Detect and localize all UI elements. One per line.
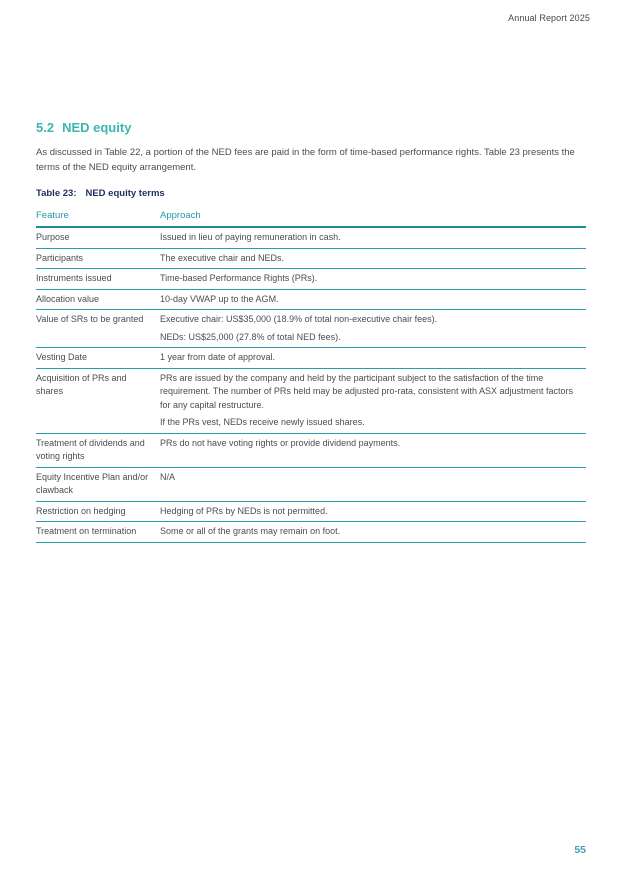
approach-cell	[160, 310, 586, 348]
approach-paragraph: Issued in lieu of paying remuneration in cash.	[160, 232, 341, 242]
feature-cell: Equity Incentive Plan and/or clawback	[36, 467, 160, 501]
table-caption-number: Table 23:	[36, 188, 77, 199]
table-row	[36, 522, 586, 543]
column-header-feature: Feature	[36, 208, 160, 227]
feature-cell: Treatment of dividends and voting rights	[36, 433, 160, 467]
table-row	[36, 248, 586, 269]
approach-paragraph: The executive chair and NEDs.	[160, 252, 285, 263]
feature-cell: Purpose	[36, 227, 160, 248]
table-row	[36, 289, 586, 310]
page-content	[36, 120, 586, 543]
feature-cell: Allocation value	[36, 289, 160, 310]
approach-cell	[160, 501, 586, 522]
section-number: 5.2	[36, 120, 55, 135]
feature-cell: Participants	[36, 248, 160, 269]
approach-cell	[160, 522, 586, 543]
approach-cell	[160, 368, 586, 433]
approach-paragraph: Hedging of PRs by NEDs is not permitted.	[160, 505, 328, 516]
approach-cell	[160, 269, 586, 290]
table-row	[36, 433, 586, 467]
feature-cell: Restriction on hedging	[36, 501, 160, 522]
feature-cell: Vesting Date	[36, 348, 160, 369]
approach-paragraph: NEDs: US$25,000 (27.8% of total NED fees).	[160, 331, 341, 342]
approach-paragraph: PRs are issued by the company and held by the participant subject to the satisfaction of the time requirement. The number of PRs held may be adjusted pro-rata, consistent with ASX adjustment factors for any capital restructure.	[160, 372, 574, 410]
table-header-row	[36, 208, 586, 227]
table-caption-title: NED equity terms	[85, 188, 165, 199]
page-footer	[574, 844, 586, 856]
page-number: 55	[574, 844, 586, 856]
feature-cell: Treatment on termination	[36, 522, 160, 543]
table-row	[36, 501, 586, 522]
intro-paragraph: As discussed in Table 22, a portion of the NED fees are paid in the form of time-based performance rights. Table 23 presents the terms of the NED equity arrangement.	[36, 147, 575, 173]
approach-cell	[160, 433, 586, 467]
table-row	[36, 348, 586, 369]
table-caption	[36, 188, 586, 199]
approach-paragraph: PRs do not have voting rights or provide dividend payments.	[160, 437, 401, 448]
approach-paragraph: If the PRs vest, NEDs receive newly issued shares.	[160, 417, 365, 427]
approach-paragraph: N/A	[160, 471, 176, 482]
table-row	[36, 269, 586, 290]
report-title: Annual Report 2025	[508, 13, 590, 23]
feature-cell: Instruments issued	[36, 269, 160, 290]
approach-paragraph: Time-based Performance Rights (PRs).	[160, 273, 318, 283]
approach-cell	[160, 248, 586, 269]
approach-paragraph: 10-day VWAP up to the AGM.	[160, 293, 279, 304]
page-header	[508, 13, 590, 23]
approach-paragraph: 1 year from date of approval.	[160, 352, 276, 362]
approach-cell	[160, 289, 586, 310]
feature-cell: Value of SRs to be granted	[36, 310, 160, 348]
approach-cell	[160, 227, 586, 248]
approach-cell	[160, 467, 586, 501]
section-title: NED equity	[62, 120, 132, 135]
table-row	[36, 310, 586, 348]
ned-equity-table	[36, 208, 586, 543]
table-row	[36, 368, 586, 433]
feature-cell: Acquisition of PRs and shares	[36, 368, 160, 433]
table-row	[36, 227, 586, 248]
approach-cell	[160, 348, 586, 369]
column-header-approach: Approach	[160, 208, 586, 227]
approach-paragraph: Executive chair: US$35,000 (18.9% of total non-executive chair fees).	[160, 314, 438, 324]
table-body	[36, 227, 586, 542]
approach-paragraph: Some or all of the grants may remain on foot.	[160, 526, 341, 536]
section-heading	[36, 120, 586, 135]
table-row	[36, 467, 586, 501]
